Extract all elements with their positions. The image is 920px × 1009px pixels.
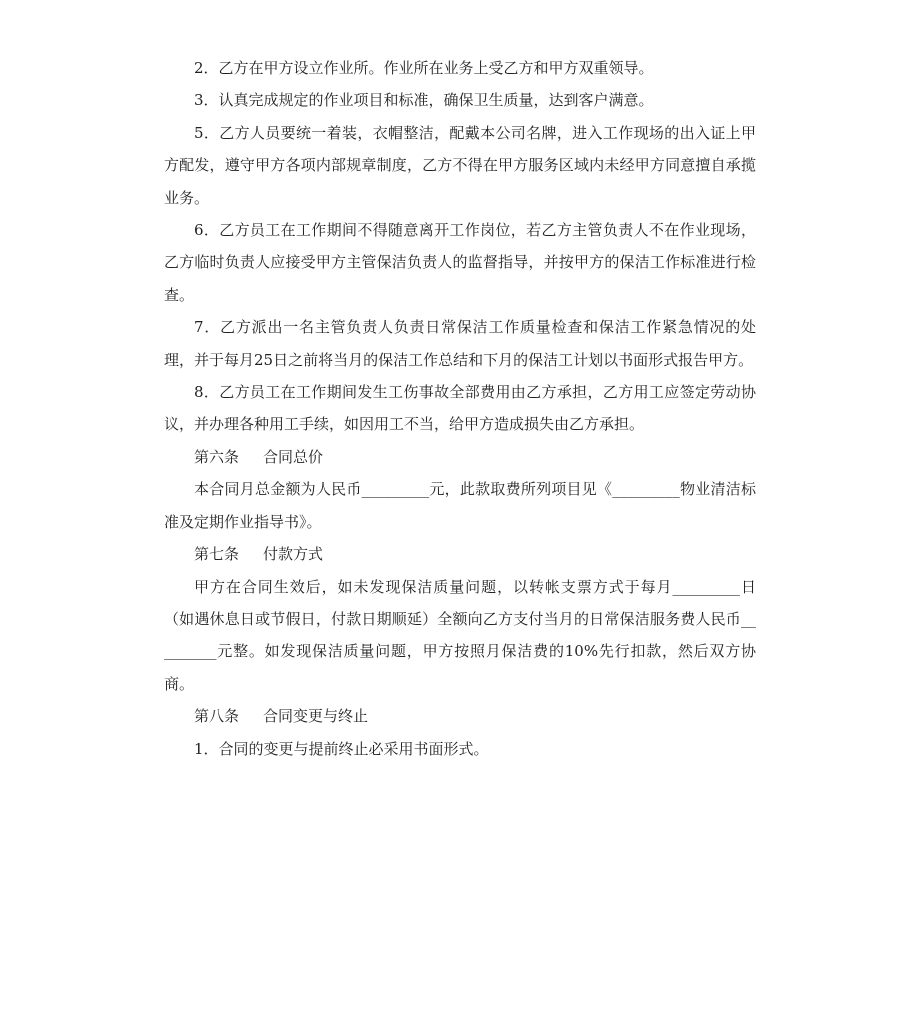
article-title: 合同变更与终止	[263, 707, 369, 726]
clause-2: 2．乙方在甲方设立作业所。作业所在业务上受乙方和甲方双重领导。	[194, 59, 654, 77]
article-label: 第八条	[194, 707, 240, 726]
article-label: 第七条	[194, 545, 240, 564]
clause-7: 7．乙方派出一名主管负责人负责日常保洁工作质量检查和保洁工作紧急情况的处理，并于每月25日之前将当月的保洁工作总结和下月的保洁工计划以书面形式报告甲方。	[164, 318, 756, 369]
article-label: 第六条	[194, 447, 240, 466]
article-title: 合同总价	[263, 447, 324, 466]
article-7-heading	[164, 538, 756, 570]
document-page	[164, 52, 756, 765]
article-6-heading	[164, 441, 756, 473]
payment-paragraph: 甲方在合同生效后，如未发现保洁质量问题，以转帐支票方式于每月_________日（如遇休息日或节假日，付款日期顺延）全额向乙方支付当月的日常保洁服务费人民币_________元整。如发现保洁质量问题，甲方按照月保洁费的10%先行扣款，然后双方协商。	[164, 577, 756, 693]
clause-6: 6．乙方员工在工作期间不得随意离开工作岗位，若乙方主管负责人不在作业现场，乙方临时负责人应接受甲方主管保洁负责人的监督指导，并按甲方的保洁工作标准进行检查。	[164, 221, 756, 304]
clause-3: 3．认真完成规定的作业项目和标准，确保卫生质量，达到客户满意。	[194, 91, 654, 110]
total-price-paragraph: 本合同月总金额为人民币_________元，此款取费所列项目见《_________物业清洁标准及定期作业指导书》。	[164, 480, 756, 531]
change-clause-1: 1．合同的变更与提前终止必采用书面形式。	[194, 739, 489, 758]
clause-8: 8．乙方员工在工作期间发生工伤事故全部费用由乙方承担，乙方用工应签定劳动协议，并办理各种用工手续，如因用工不当，给甲方造成损失由乙方承担。	[164, 383, 756, 434]
article-8-heading	[164, 700, 756, 732]
clause-5: 5．乙方人员要统一着装，衣帽整洁，配戴本公司名牌，进入工作现场的出入证上甲方配发，遵守甲方各项内部规章制度，乙方不得在甲方服务区域内未经甲方同意擅自承揽业务。	[164, 123, 756, 207]
article-title: 付款方式	[263, 545, 324, 564]
